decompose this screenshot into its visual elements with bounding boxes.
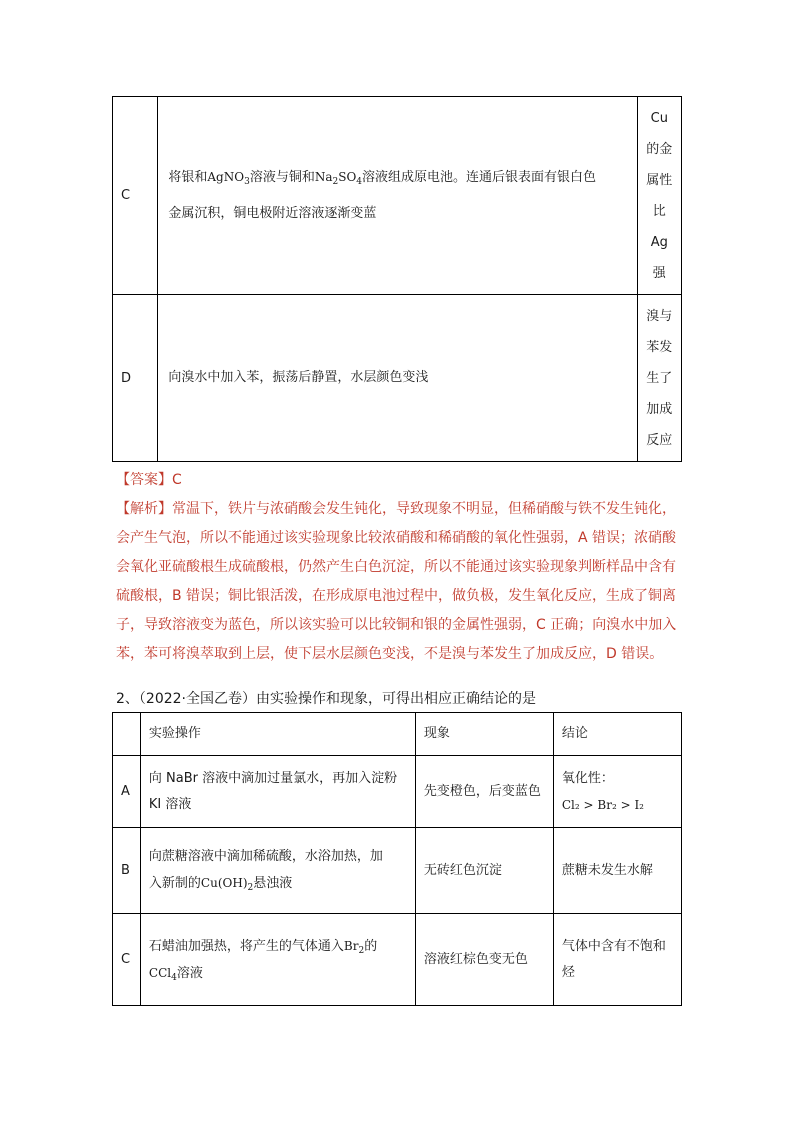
conclusion-cell xyxy=(553,914,681,1006)
chem-formula: Cl₂ > Br₂ > I₂ xyxy=(561,797,644,812)
conclusion-text: 强 xyxy=(652,265,666,281)
operation-line: 入新制的$Cu(OH)_2$悬浊液 xyxy=(148,876,293,893)
header-cell xyxy=(113,713,141,756)
table-row xyxy=(113,828,682,914)
operation-cell xyxy=(140,756,415,828)
operation-line: KI 溶液 xyxy=(148,796,192,812)
text: 溶液组成原电池。连通后银表面有银白色 xyxy=(362,170,597,185)
operation-line: 金属沉积，铜电极附近溶液逐渐变蓝 xyxy=(168,206,377,221)
operation-line xyxy=(168,162,636,193)
conclusion-cell xyxy=(637,295,681,462)
conclusion-text: Ag xyxy=(650,234,668,250)
chem-formula: $Cu(OH)_2$ xyxy=(200,876,254,893)
conclusion-text: 烃 xyxy=(561,964,575,980)
conclusion-text: 反应 xyxy=(646,432,673,448)
conclusion-text: 加成 xyxy=(646,401,673,417)
operation-line: 向 NaBr 溶液中滴加过量氯水，再加入淀粉 xyxy=(148,770,398,786)
operation-cell xyxy=(140,914,415,1006)
text: 将银和 xyxy=(168,170,208,185)
row-label: C xyxy=(113,97,158,295)
conclusion-text: 氧化性： xyxy=(561,770,614,786)
conclusion-cell xyxy=(637,97,681,295)
conclusion-text: 比 xyxy=(652,203,666,219)
table-header-row xyxy=(113,713,682,756)
table-question2 xyxy=(112,712,682,1006)
chem-formula: AgNO$_3$ xyxy=(207,170,250,187)
answer-tag: 【答案】 xyxy=(116,472,172,488)
header-cell: 结论 xyxy=(553,713,681,756)
row-label: D xyxy=(113,295,158,462)
analysis-line: 会氧化亚硫酸根生成硫酸根，仍然产生白色沉淀，所以不能通过该实验现象判断样品中含有 xyxy=(116,559,676,575)
text: 溶液与铜和 xyxy=(249,170,315,185)
phenomenon-cell: 溶液红棕色变无色 xyxy=(415,914,553,1006)
operation-line: 石蜡油加强热，将产生的气体通入$Br_2$的 xyxy=(148,938,378,956)
chem-formula: $Na_2SO_4$ xyxy=(314,170,363,187)
analysis-line xyxy=(116,495,696,524)
row-label: A xyxy=(113,756,141,828)
row-label: C xyxy=(113,914,141,1006)
phenomenon-cell: 无砖红色沉淀 xyxy=(415,828,553,914)
operation-cell xyxy=(140,828,415,914)
answer-value: C xyxy=(172,472,182,488)
conclusion-text: 的金 xyxy=(646,141,673,157)
analysis-block xyxy=(116,495,696,669)
analysis-tag: 【解析】 xyxy=(116,501,172,517)
conclusion-text: 溴与 xyxy=(646,308,673,324)
question-text: 2、（2022·全国乙卷）由实验操作和现象，可得出相应正确结论的是 xyxy=(116,691,536,707)
table-top xyxy=(112,96,682,462)
conclusion-text: 苯发 xyxy=(646,339,673,355)
chem-formula: $Br_2$ xyxy=(343,938,365,956)
conclusion-text: Cu xyxy=(650,110,668,126)
analysis-text: 常温下，铁片与浓硝酸会发生钝化，导致现象不明显，但稀硝酸与铁不发生钝化， xyxy=(172,501,676,517)
operation-line: CCl$_4$溶液 xyxy=(148,965,203,983)
conclusion-cell xyxy=(553,756,681,828)
analysis-line: 苯，苯可将溴萃取到上层，使下层水层颜色变浅，不是溴与苯发生了加成反应，D 错误。 xyxy=(116,646,664,662)
phenomenon-cell: 先变橙色，后变蓝色 xyxy=(415,756,553,828)
operation-line: 向蔗糖溶液中滴加稀硫酸，水浴加热，加 xyxy=(148,849,383,864)
conclusion-text: 属性 xyxy=(646,172,673,188)
conclusion-text: 生了 xyxy=(646,370,673,386)
analysis-line: 子，导致溶液变为蓝色，所以该实验可以比较铜和银的金属性强弱，C 正确；向溴水中加入 xyxy=(116,617,677,633)
answer-line xyxy=(116,466,182,495)
operation-cell xyxy=(158,97,637,295)
table-row xyxy=(113,914,682,1006)
header-cell: 实验操作 xyxy=(140,713,415,756)
table-row xyxy=(113,295,682,462)
table-row xyxy=(113,756,682,828)
table-row xyxy=(113,97,682,295)
operation-cell: 向溴水中加入苯，振荡后静置，水层颜色变浅 xyxy=(158,295,637,462)
analysis-line: 会产生气泡，所以不能通过该实验现象比较浓硝酸和稀硝酸的氧化性强弱，A 错误；浓硝酸 xyxy=(116,530,677,546)
conclusion-cell: 蔗糖未发生水解 xyxy=(553,828,681,914)
analysis-line: 硫酸根，B 错误；铜比银活泼，在形成原电池过程中，做负极，发生氧化反应，生成了铜离 xyxy=(116,588,677,604)
row-label: B xyxy=(113,828,141,914)
conclusion-text: 气体中含有不饱和 xyxy=(561,938,666,954)
chem-formula: CCl$_4$ xyxy=(148,965,177,983)
header-cell: 现象 xyxy=(415,713,553,756)
